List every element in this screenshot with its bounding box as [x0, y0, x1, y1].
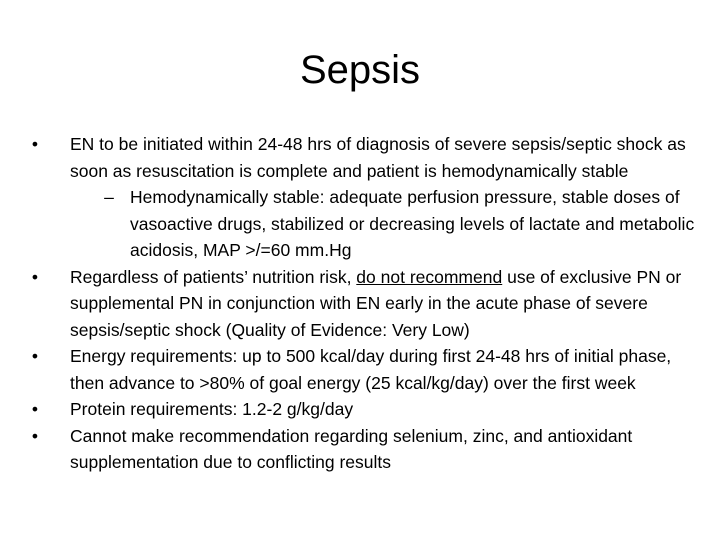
bullet-text-before: Regardless of patients’ nutrition risk,: [70, 266, 357, 287]
bullet-text-after: use of exclusive PN or supplemental PN in conjunction with EN early in the acute phase of severe sepsis/septic shock (Quality of Evidence: Very Low): [70, 266, 682, 340]
bullet-item-3: [28, 343, 696, 396]
slide-title: Sepsis: [299, 48, 421, 92]
bullet-item-5: [28, 423, 696, 476]
bullet-marker: •: [31, 346, 39, 366]
dash-marker: –: [104, 187, 114, 207]
bullet-text: EN to be initiated within 24-48 hrs of diagnosis of severe sepsis/septic shock as soon as resuscitation is complete and patient is hemodynamically stable: [70, 134, 686, 181]
bullet-text: Protein requirements: 1.2-2 g/kg/day: [70, 399, 354, 419]
bullet-text: Cannot make recommendation regarding selenium, zinc, and antioxidant supplementation due to conflicting results: [70, 425, 633, 472]
bullet-text: Energy requirements: up to 500 kcal/day during first 24-48 hrs of initial phase, then advance to >80% of goal energy (25 kcal/kg/day) over the first week: [70, 346, 672, 393]
bullet-item-2: [28, 264, 696, 344]
sub-bullet-text: Hemodynamically stable: adequate perfusion pressure, stable doses of vasoactive drugs, stabilized or decreasing levels of lactate and metabolic acidosis, MAP >/=60 mm.Hg: [130, 187, 695, 260]
bullet-marker: •: [31, 134, 39, 154]
bullet-item-1: [28, 131, 696, 184]
bullet-text-underlined: do not recommend: [356, 266, 503, 287]
bullet-marker: •: [31, 266, 39, 287]
bullet-marker: •: [31, 425, 39, 446]
bullet-marker: •: [31, 399, 39, 419]
slide-body: [28, 131, 696, 476]
bullet-item-4: [28, 396, 696, 423]
sub-bullet-item: [28, 184, 696, 264]
